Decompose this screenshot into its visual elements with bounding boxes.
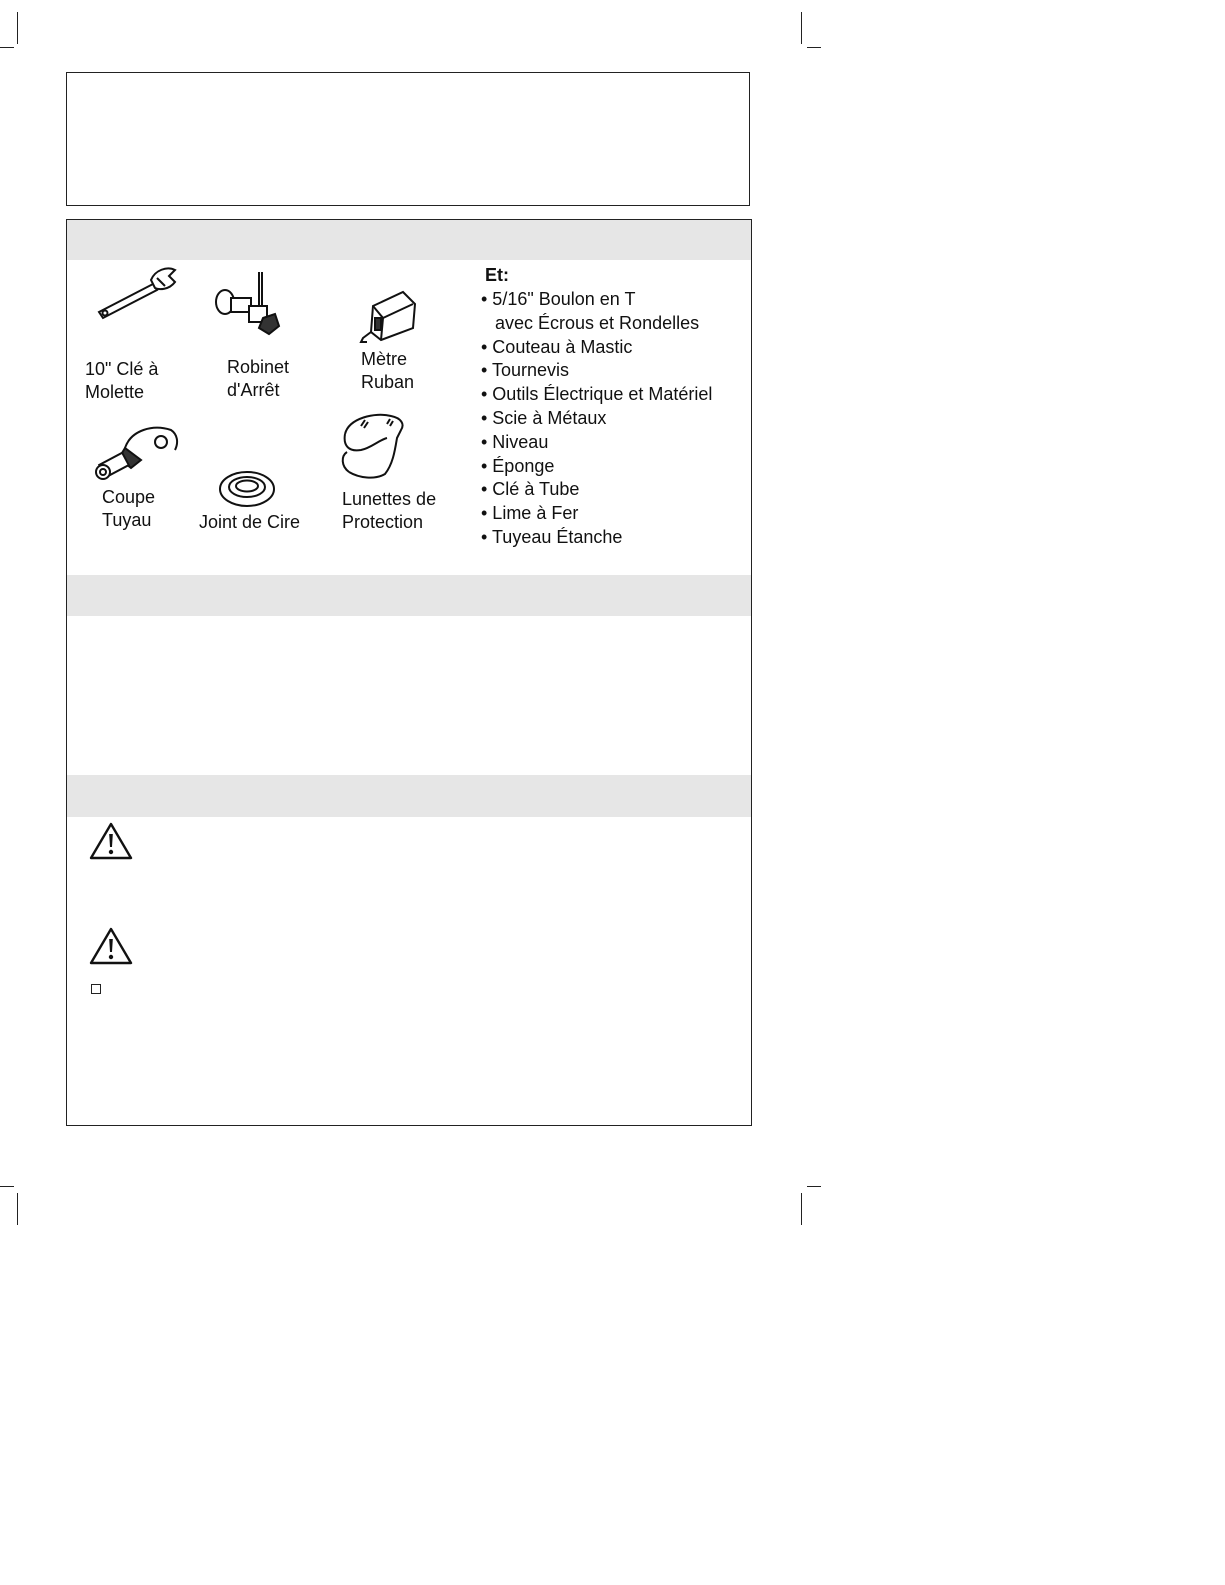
list-item: • Couteau à Mastic — [481, 336, 633, 357]
tool-label-stop-valve: Robinet d'Arrêt — [227, 357, 290, 400]
section-band-3 — [67, 775, 751, 817]
list-item: • Clé à Tube — [481, 479, 580, 500]
section-band-tools — [67, 220, 751, 260]
tool-label-goggles: Lunettes de Protection — [342, 489, 437, 532]
list-item: • 5/16" Boulon en T avec Écrous et Rondelles — [481, 289, 700, 333]
warning-triangle-icon — [88, 821, 134, 861]
extras-list — [481, 288, 712, 550]
list-item: • Niveau — [481, 431, 549, 452]
crop-mark — [17, 1193, 18, 1225]
list-item: • Tuyeau Étanche — [481, 526, 623, 547]
crop-mark — [0, 47, 14, 48]
header-box — [66, 72, 750, 206]
checkbox-icon[interactable] — [91, 984, 101, 994]
crop-mark — [0, 1186, 14, 1187]
crop-mark — [807, 47, 821, 48]
pipe-cutter-icon — [91, 420, 183, 484]
wax-ring-icon — [217, 468, 277, 510]
list-item: • Outils Électrique et Matériel — [481, 384, 713, 405]
safety-goggles-icon — [335, 410, 411, 482]
adjustable-wrench-icon — [93, 260, 183, 320]
crop-mark — [807, 1186, 821, 1187]
crop-mark — [801, 12, 802, 44]
list-item: • Lime à Fer — [481, 503, 579, 524]
tool-label-pipe-cutter: Coupe Tuyau — [102, 487, 156, 530]
section-band-2 — [67, 575, 751, 616]
tool-label-wrench: 10" Clé à Molette — [85, 359, 159, 402]
crop-mark — [17, 12, 18, 44]
list-item: • Scie à Métaux — [481, 407, 607, 428]
list-item: • Tournevis — [481, 360, 570, 381]
list-item: • Éponge — [481, 455, 555, 476]
tool-label-tape-measure: Mètre Ruban — [361, 349, 415, 392]
tape-measure-icon — [357, 288, 421, 348]
warning-triangle-icon — [88, 926, 134, 966]
stop-valve-icon — [213, 270, 293, 345]
main-panel — [66, 219, 752, 1126]
crop-mark — [801, 1193, 802, 1225]
extras-title: Et: — [485, 265, 509, 285]
tool-label-wax-ring: Joint de Cire — [199, 512, 301, 532]
